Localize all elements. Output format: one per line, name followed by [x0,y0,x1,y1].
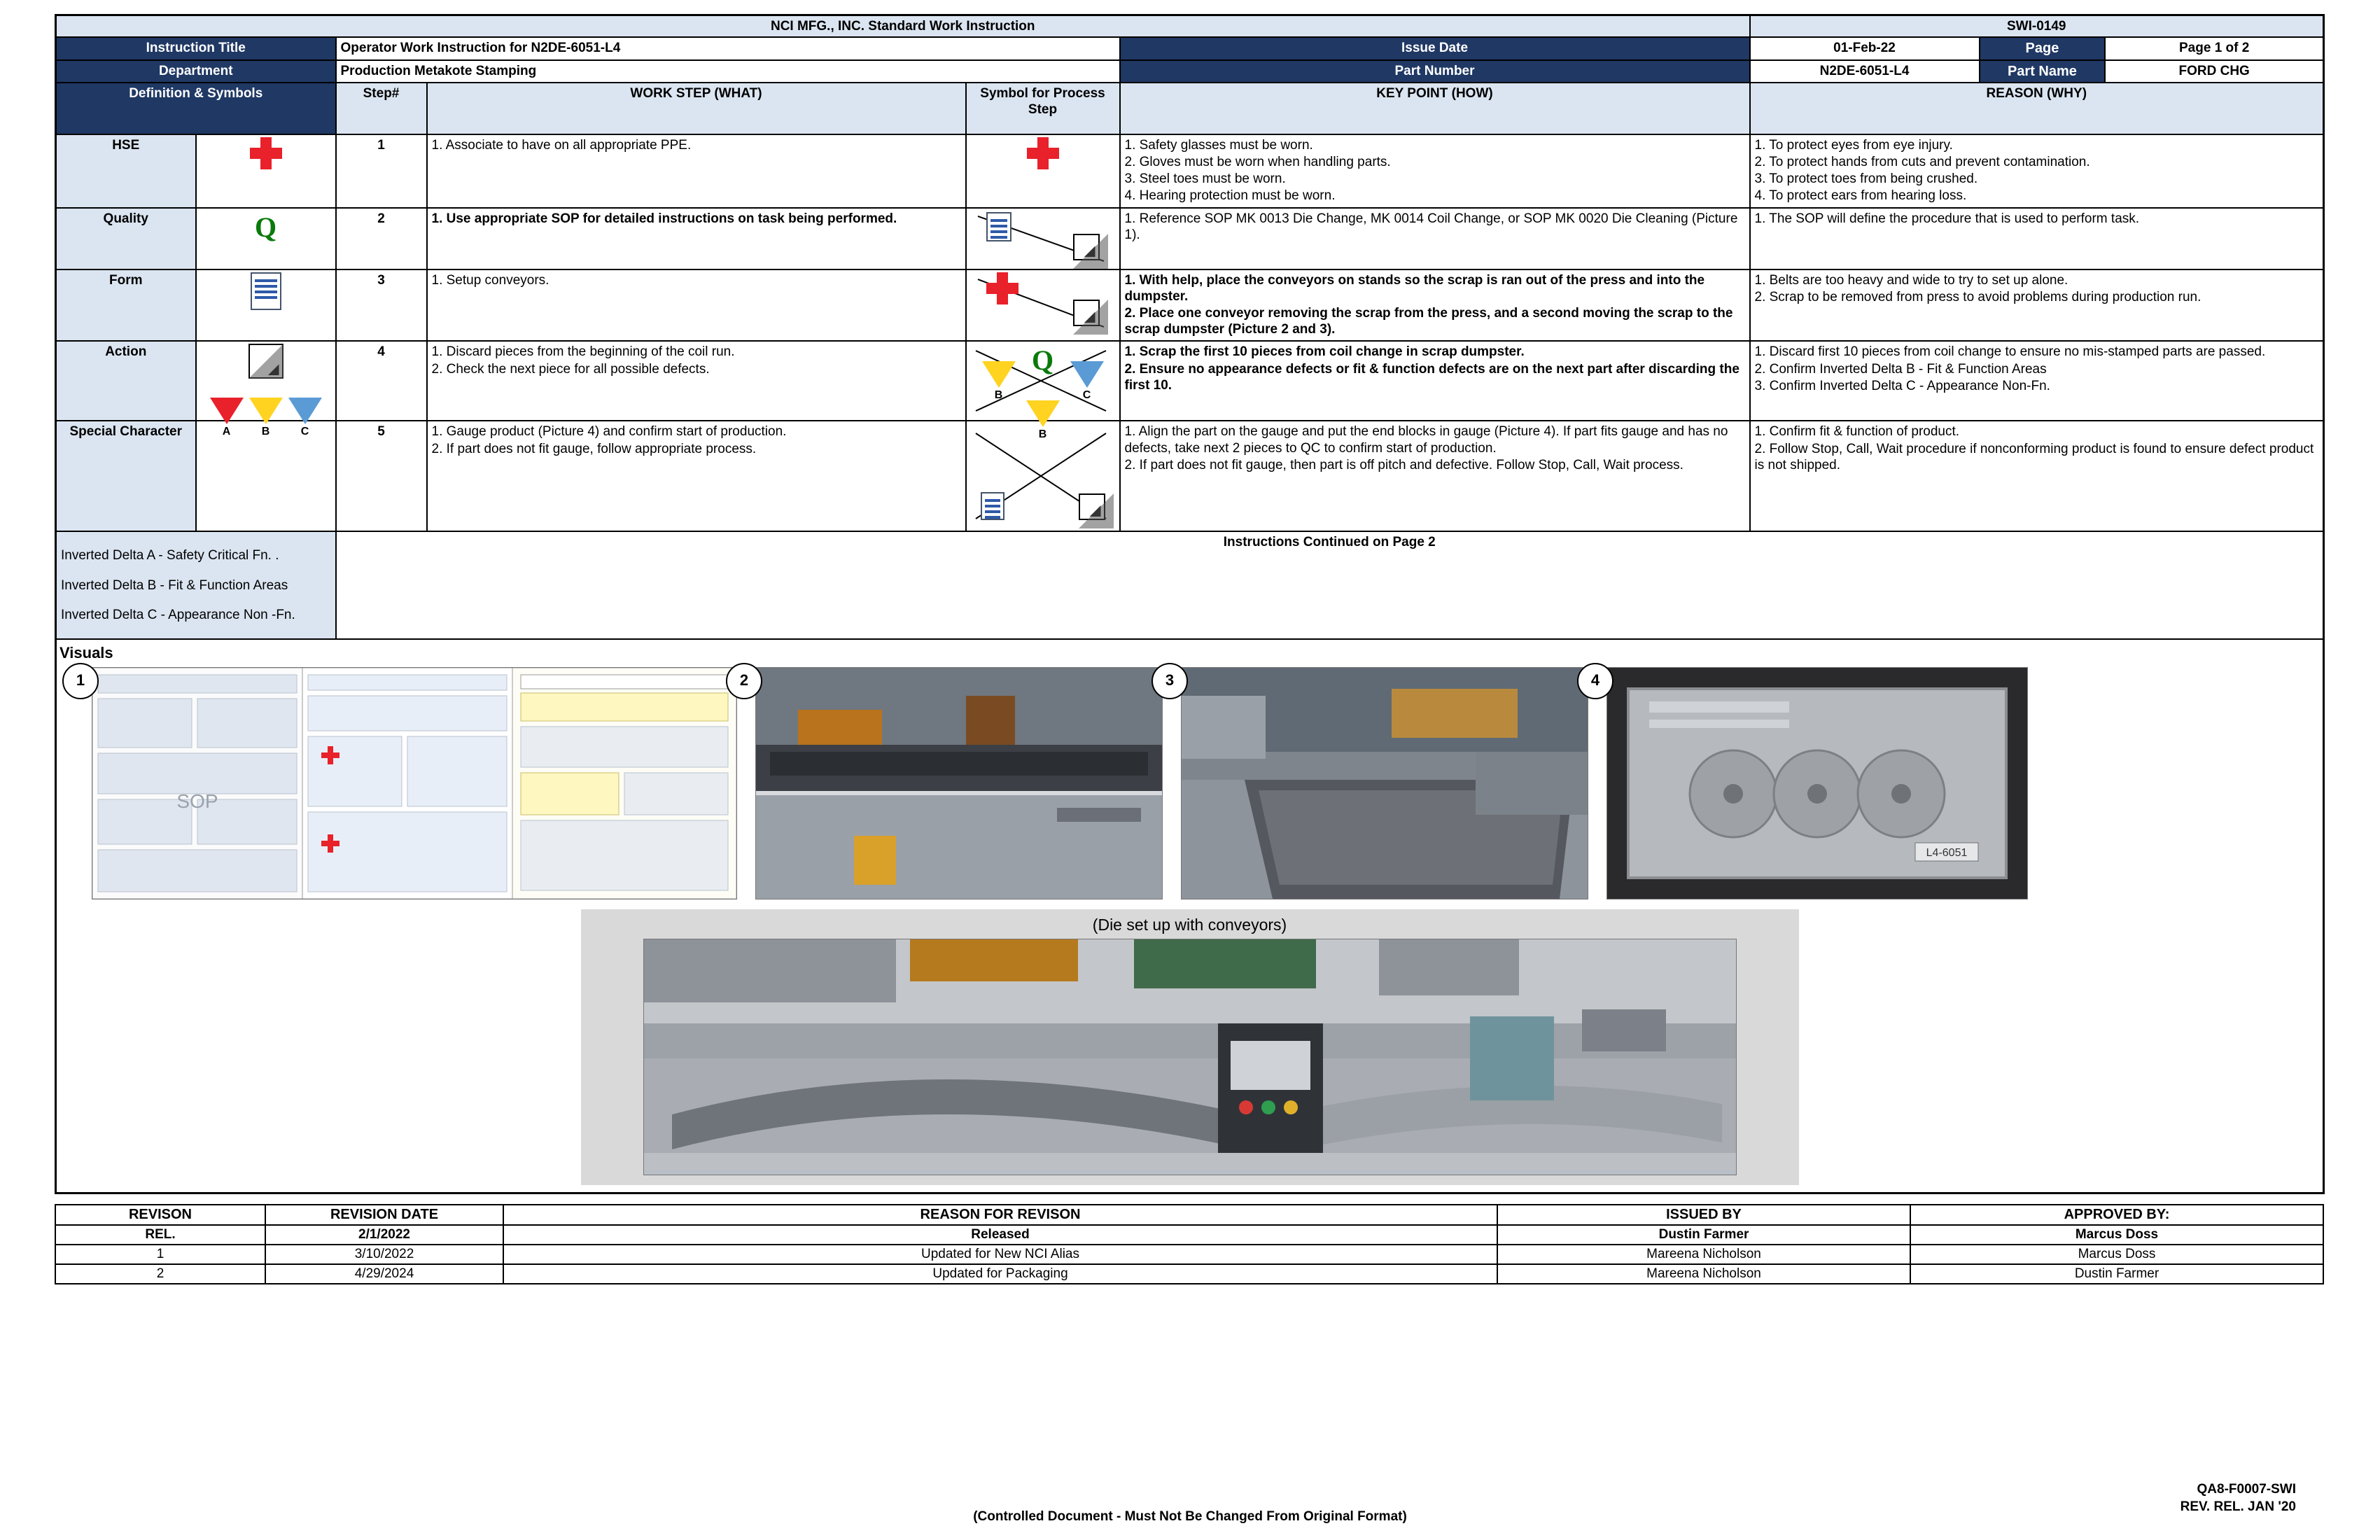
visual-badge: 2 [726,663,762,699]
work-step-line: 1. Setup conveyors. [431,272,550,288]
dumpster-art [1182,668,1588,899]
value-page: Page 1 of 2 [2179,41,2250,56]
issued-by-cell: Mareena Nicholson [1497,1245,1910,1264]
reason-cell [1750,270,2324,342]
delta-c-icon: C [288,424,322,453]
key-point-line: 2. Ensure no appearance defects or fit & function defects are on the next part after discarding the first 10. [1124,361,1740,393]
delta-definition-a: Inverted Delta A - Safety Critical Fn. . [61,548,279,564]
label-part-number: Part Number [1120,60,1750,83]
reason-line: 2. To protect hands from cuts and prevent contamination. [1754,155,2090,170]
reason-cell [1750,208,2324,270]
footer-controlled-note: (Controlled Document - Must Not Be Changed From Original Format) [973,1509,1407,1524]
document-main-title: NCI MFG., INC. Standard Work Instruction [56,15,1750,38]
document-icon [981,492,1004,524]
step-number: 5 [336,421,427,531]
visuals-section [56,639,2324,1194]
key-point-cell [1120,134,1750,208]
document-number: SWI-0149 [1750,15,2324,38]
key-point-line: 1. Reference SOP MK 0013 Die Change, MK 0014 Coil Change, or SOP MK 0020 Die Cleaning (Picture 1). [1124,211,1738,242]
swi-document-table [55,14,2325,1194]
visual-item-3 [1165,667,1588,899]
revision-table [55,1204,2324,1284]
gauge-icon [1079,493,1105,524]
work-step-line: 2. Check the next piece for all possible defects. [431,361,710,377]
visuals-label: Visuals [59,643,113,662]
key-point-cell [1120,341,1750,421]
gauge-icon [1073,234,1100,265]
step-number: 1 [336,134,427,208]
work-step-line: 1. Use appropriate SOP for detailed instructions on task being performed. [431,211,897,226]
revision-date-cell: 2/1/2022 [265,1225,503,1245]
delta-definitions [56,531,336,639]
visual-badge: 1 [62,663,99,699]
document-icon [986,212,1011,246]
key-point-cell [1120,421,1750,531]
part-number-name-group [1750,60,2324,83]
key-point-line: 1. With help, place the conveyors on stands so the scrap is ran out of the press and into the dumpster. [1124,272,1705,304]
work-step-cell [427,421,966,531]
gauge-art [1607,668,2027,899]
legend-name-action: Action [56,341,196,421]
column-header-key-point: KEY POINT (HOW) [1120,83,1750,134]
work-step-line: 1. Associate to have on all appropriate PPE. [431,137,692,153]
big-visual-block [581,909,1799,1185]
process-symbol-cell [966,134,1120,208]
column-header-symbol-process: Symbol for Process Step [966,83,1120,134]
reason-line: 1. Belts are too heavy and wide to try to set up alone. [1754,272,2068,288]
reason-line: 4. To protect ears from hearing loss. [1754,188,1967,204]
visual-item-2 [739,667,1163,899]
legend-name-hse: HSE [56,134,196,208]
footer-form-number: QA8-F0007-SWI [2197,1481,2296,1497]
revision-col-header: REVISON [55,1205,265,1225]
work-step-cell [427,208,966,270]
footer-revision-note: REV. REL. JAN '20 [2180,1499,2296,1515]
table-row [55,1264,2323,1284]
revision-cell: REL. [55,1225,265,1245]
key-point-line: 2. Gloves must be worn when handling parts. [1124,155,1391,170]
work-step-line: 1. Discard pieces from the beginning of the coil run. [431,344,735,360]
revision-date-cell: 3/10/2022 [265,1245,503,1264]
reason-line: 3. To protect toes from being crushed. [1754,172,1978,187]
work-step-cell [427,134,966,208]
reason-cell [1750,421,2324,531]
gauge-fixture-image [1606,667,2028,899]
issued-by-cell: Dustin Farmer [1497,1225,1910,1245]
column-header-definition-symbols: Definition & Symbols [56,83,336,134]
label-department: Department [56,60,336,83]
approved-by-cell: Marcus Doss [1910,1225,2323,1245]
key-point-line: 1. Safety glasses must be worn. [1124,137,1313,153]
delta-b-icon: B [1026,426,1060,456]
table-row [55,1225,2323,1245]
value-issue-date: 01-Feb-22 [1751,38,1980,59]
gauge-icon [1073,300,1100,330]
label-issue-date: Issue Date [1120,37,1750,59]
footer-form-code [2180,1480,2296,1516]
svg-text:L4-6051: L4-6051 [1926,846,1968,859]
legend-name-form: Form [56,270,196,342]
step-number: 4 [336,341,427,421]
revision-date-cell: 4/29/2024 [265,1264,503,1284]
issue-date-page-group [1750,37,2324,59]
legend-name-quality: Quality [56,208,196,270]
work-step-cell [427,341,966,421]
delta-a-icon: A [210,424,244,453]
document-footer [0,1509,2380,1525]
conveyor-belt-image [755,667,1163,899]
press-with-conveyors-image [643,939,1737,1175]
step-number: 2 [336,208,427,270]
delta-definition-c: Inverted Delta C - Appearance Non -Fn. [61,607,295,622]
label-instruction-title: Instruction Title [56,37,336,59]
sop-poster-collage-image [92,667,737,899]
reason-col-header: REASON FOR REVISON [503,1205,1497,1225]
reason-line: 1. Discard first 10 pieces from coil change to ensure no mis-stamped parts are passed. [1754,344,2266,360]
delta-triangles-icon [196,421,336,531]
label-part-name: Part Name [1980,61,2106,82]
reason-cell [1750,341,2324,421]
column-header-work-step: WORK STEP (WHAT) [427,83,966,134]
delta-b-icon: B [249,424,283,453]
key-point-line: 2. If part does not fit gauge, then part is off pitch and defective. Follow Stop, Call, Wait process. [1124,457,1684,472]
visual-item-1 [76,667,737,899]
delta-c-icon: C [1070,387,1104,416]
conveyor-art [756,668,1162,899]
delta-definition-b: Inverted Delta B - Fit & Function Areas [61,578,288,593]
reason-line: 3. Confirm Inverted Delta C - Appearance Non-Fn. [1754,378,2050,393]
revision-cell: 1 [55,1245,265,1264]
reason-line: 1. To protect eyes from eye injury. [1754,137,1953,153]
reason-line: 2. Confirm Inverted Delta B - Fit & Function Areas [1754,361,2047,377]
reason-line: 1. Confirm fit & function of product. [1754,424,1960,440]
key-point-line: 3. Steel toes must be worn. [1124,172,1286,187]
visual-badge: 4 [1577,663,1614,699]
reason-line: 1. The SOP will define the procedure that is used to perform task. [1754,211,2140,226]
issued-by-col-header: ISSUED BY [1497,1205,1910,1225]
process-symbol-cell [966,421,1120,531]
green-q-icon: Q [1031,344,1054,377]
value-instruction-title: Operator Work Instruction for N2DE-6051-L4 [336,37,1120,59]
key-point-cell [1120,270,1750,342]
work-step-cell [427,270,966,342]
press-art [644,939,1736,1170]
approved-by-col-header: APPROVED BY: [1910,1205,2323,1225]
green-q-icon: Q [196,208,336,270]
key-point-line: 1. Scrap the first 10 pieces from coil change in scrap dumpster. [1124,344,1525,360]
scrap-dumpster-image [1181,667,1588,899]
visual-badge: 3 [1152,663,1188,699]
key-point-line: 2. Place one conveyor removing the scrap from the press, and a second moving the scrap to the scrap dumpster (Picture 2 and 3). [1124,305,1733,337]
approved-by-cell: Dustin Farmer [1910,1264,2323,1284]
issued-by-cell: Mareena Nicholson [1497,1264,1910,1284]
continued-note: Instructions Continued on Page 2 [336,531,2324,639]
revision-cell: 2 [55,1264,265,1284]
key-point-cell [1120,208,1750,270]
process-symbol-cell [966,208,1120,270]
table-row [55,1245,2323,1264]
label-page: Page [1980,38,2106,59]
reason-cell [1750,134,2324,208]
reason-line: 2. Follow Stop, Call, Wait procedure if nonconforming product is found to ensure defect product is not shipped. [1754,441,2314,472]
document-icon [196,270,336,342]
collage-art [92,668,736,899]
key-point-line: 1. Align the part on the gauge and put the end blocks in gauge (Picture 4). If part fits gauge and has no defects, take next 2 pieces to QC to confirm start of production. [1124,424,1728,456]
big-visual-caption: (Die set up with conveyors) [1092,915,1287,934]
revision-date-col-header: REVISION DATE [265,1205,503,1225]
value-department: Production Metakote Stamping [336,60,1120,83]
work-step-line: 2. If part does not fit gauge, follow appropriate process. [431,441,757,456]
red-cross-icon [986,272,1013,303]
delta-b-icon: B [982,387,1016,416]
column-header-step: Step# [336,83,427,134]
value-part-number: N2DE-6051-L4 [1751,61,1980,82]
key-point-line: 4. Hearing protection must be worn. [1124,188,1336,204]
process-symbol-cell [966,270,1120,342]
column-header-reason: REASON (WHY) [1750,83,2324,134]
work-step-line: 1. Gauge product (Picture 4) and confirm start of production. [431,424,787,440]
revision-reason-cell: Released [503,1225,1497,1245]
svg-text:SOP: SOP [176,790,218,812]
legend-name-special-character: Special Character [56,421,196,531]
step-number: 3 [336,270,427,342]
approved-by-cell: Marcus Doss [1910,1245,2323,1264]
revision-reason-cell: Updated for Packaging [503,1264,1497,1284]
value-part-name: FORD CHG [2178,63,2250,78]
red-cross-icon [196,134,336,208]
revision-reason-cell: Updated for New NCI Alias [503,1245,1497,1264]
reason-line: 2. Scrap to be removed from press to avoid problems during production run. [1754,289,2202,304]
visual-item-4 [1590,667,2028,899]
